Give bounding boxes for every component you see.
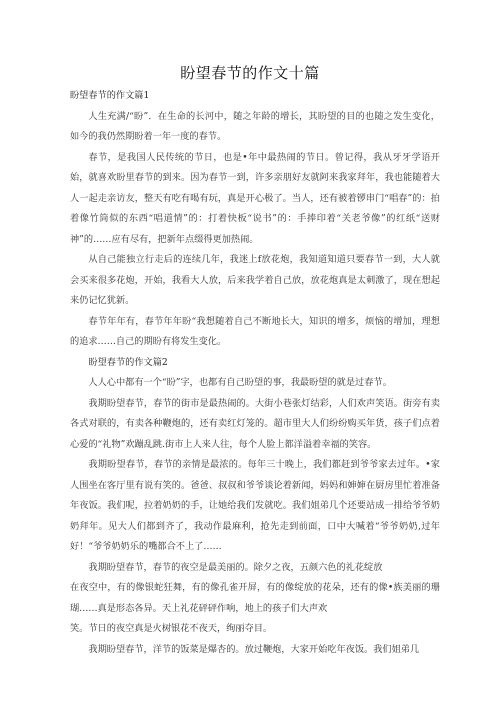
body-paragraph: 春节，是我国人民传统的节日，也是•年中最热闹的节日。曾记得，我从牙牙学语开始，就喜欢盼里春节的到来。因为春节一到，许多亲朋好友就阿来我家拜年，我也能随着大人一起走亲访友，整天有吃有喝有玩，真是开心极了。当人，还有被着锣串门“唱春”的：拍着像竹筒似的东西“唱道情”的：打着快板“说书”的：手捧印着“关老爷像”的红纸“送财神”的……应有尽有，把新年点缀得更加热闹。 <box>70 151 440 245</box>
section-heading: 盼望春节的作文篇2 <box>88 356 168 368</box>
body-paragraph: 春节年年有，春节年年盼“我想随着自己不断地长大，知识的增多，烦恼的增加，理想的追求……自己的期盼有将发生变化。 <box>70 315 440 347</box>
body-paragraph: 我期盼望春节，春节的亲情是最浓的。每年三十晚上，我们都赶到爷爷家去过年。•家人围坐在客厅里有说有笑的。爸爸、叔叔和爷爷谈论着新闻，妈妈和婶婶在厨房里忙着准备年夜饭。我们呢，拉着奶奶的手，让她给我们发就吃。我们姐弟几个还要站成一排给爷爷奶奶拜年。见大人们都到齐了，我动作最麻利，抢先走到前面，口中大喊着“爷爷奶奶,过年好！“爷爷奶奶乐的嘴都合不上了…… <box>70 459 440 552</box>
body-paragraph: 我期盼望春节，春节的夜空是最美丽的。除夕之夜，五颜六色的礼花绽放 <box>88 561 383 573</box>
body-paragraph: 笑。节日的夜空真是火树银花不夜天，绚丽夺目。 <box>70 623 273 634</box>
body-paragraph: 人人心中都有一个“盼”字，也都有自己盼望的事，我最盼望的就是过春节。 <box>88 377 392 388</box>
document-title: 盼望春节的作文十篇 <box>180 64 320 82</box>
document-body <box>70 86 440 660</box>
body-paragraph: 我期盼望春节，洋节的饭菜是爆杏的。放过鞭炮，大家开始吃年夜饭。我们姐弟几 <box>88 643 420 655</box>
body-paragraph: 我期盼望春节，春节的街市是最热闹的。大街小巷张灯结彩，人们欢声笑语。街旁有卖各式对联的，有卖各种鞭炮的，还有卖红灯笼的。超市里大人们纷纷购买年货，孩子们点着心爱的“礼物”欢蹦乱跳.街市上人来人往，每个人脸上都洋溢着幸福的笑容。 <box>70 397 440 450</box>
section-heading: 盼望春节的作文篇1 <box>70 90 150 101</box>
body-paragraph: 人生充满/“盼”．在生命的长河中，随之年龄的增长，其盼望的目的也随之发生变化，如今的我仍然期盼着一年一度的春节。 <box>70 110 440 142</box>
body-paragraph: 在夜空中，有的像银蛇狂舞，有的像孔雀开屏，有的像绽放的花朵，还有的像•族美丽的珊瑚……真是形态各异。天上礼花砰砰作响，地上的孩子们大声欢 <box>70 582 440 614</box>
body-paragraph: 从自己能独立行走后的连续几年，我迷上f放花炮，我知道知道只要春节一到，大人就会买来很多花炮，开始，我看大人放，后来我学着自己放，放花炮真是太刺激了，现在想起来仍记忆犹新。 <box>70 254 440 306</box>
